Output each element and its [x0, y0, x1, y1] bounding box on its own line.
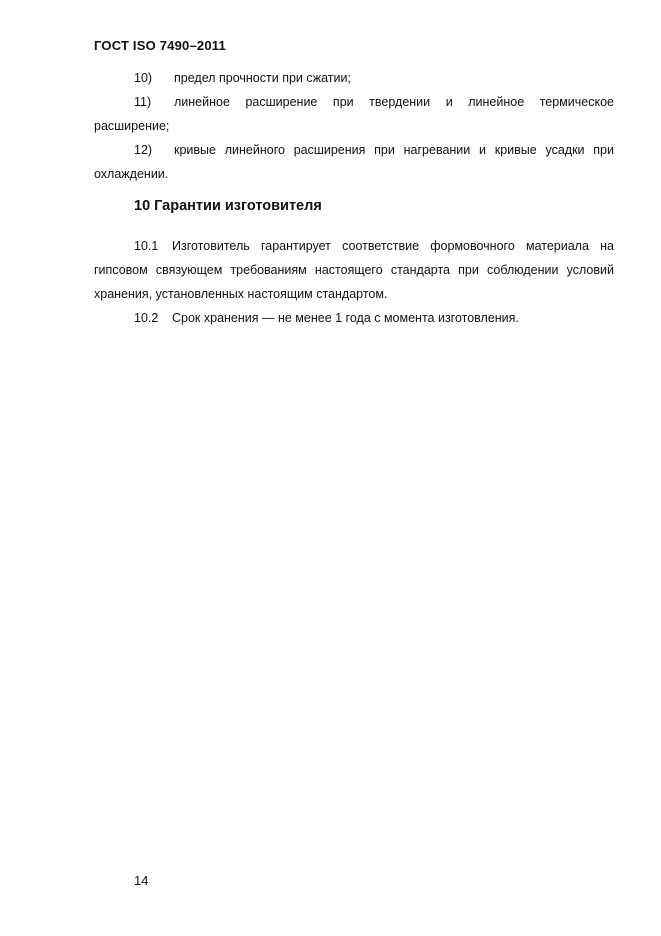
list-item [94, 66, 614, 90]
list-item-number: 10) [134, 71, 153, 85]
list-item-text: линейное расширение при твердении и линейное термическое расширение; [94, 95, 614, 133]
section-title: 10 Гарантии изготовителя [134, 198, 322, 214]
list-item-number: 12) [134, 143, 153, 157]
section-paragraph [94, 306, 614, 330]
page-number: 14 [134, 873, 149, 888]
section-body [94, 234, 614, 330]
document-header: ГОСТ ISO 7490–2011 [94, 38, 226, 53]
section-paragraph [94, 234, 614, 306]
list-item [94, 90, 614, 138]
paragraph-number: 10.1 [134, 239, 159, 253]
paragraph-number: 10.2 [134, 311, 159, 325]
list-item [94, 138, 614, 186]
list-item-text: кривые линейного расширения при нагревании и кривые усадки при охлаждении. [94, 143, 614, 181]
list-item-number: 11) [134, 95, 152, 109]
requirements-list [94, 66, 614, 186]
paragraph-text: Изготовитель гарантирует соответствие формовочного материала на гипсовом связующем требованиям настоящего стандарта при соблюдении условий хранения, установленных настоящим стандартом. [94, 239, 614, 301]
paragraph-text: Срок хранения — не менее 1 года с момента изготовления. [172, 311, 519, 325]
list-item-text: предел прочности при сжатии; [174, 71, 351, 85]
